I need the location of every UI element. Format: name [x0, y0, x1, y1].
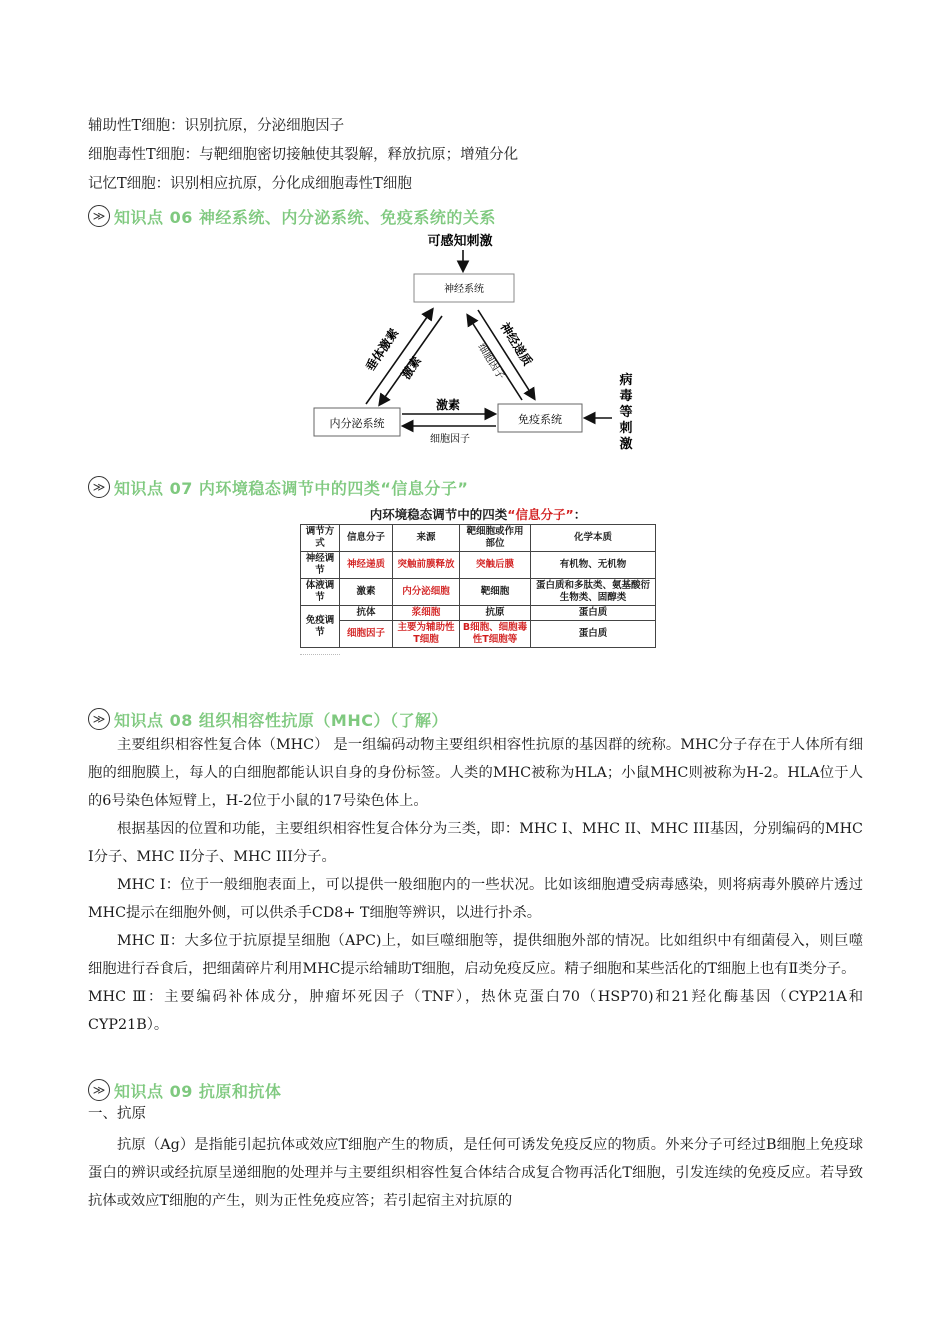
mhc-paragraph-4: MHC Ⅱ：大多位于抗原提呈细胞（APC)上，如巨噬细胞等，提供细胞外部的情况。比如组织中有细菌侵入，则巨噬细胞进行吞食后，把细菌碎片利用MHC提示给辅助T细胞，启动免疫反应。精子细胞和某些活化的T细胞上也有Ⅱ类分子。 [88, 933, 863, 977]
table-cell: 突触后膜 [460, 552, 531, 579]
section-06-heading [88, 203, 496, 229]
mhc-paragraph-3: MHC I：位于一般细胞表面上，可以提供一般细胞内的一些状况。比如该细胞遭受病毒感染，则将病毒外膜碎片透过MHC提示在细胞外侧，可以供杀手CD8+ T细胞等辨识，以进行扑杀。 [88, 877, 863, 921]
table-cell: 体液调节 [301, 579, 340, 606]
table-row [301, 552, 656, 579]
table-row [301, 579, 656, 606]
table-row [301, 621, 656, 648]
intro-line-3: 记忆T细胞：识别相应抗原，分化成细胞毒性T细胞 [88, 176, 412, 192]
table-cell: 内分泌细胞 [393, 579, 460, 606]
section-arrow-icon: ≫ [88, 476, 110, 498]
section-08-title: 知识点 08 组织相容性抗原（MHC）（了解） [114, 710, 448, 730]
table-cell: 突触前膜释放 [393, 552, 460, 579]
endocrine-system-box: 内分泌系统 [329, 417, 385, 430]
table-cell: 靶细胞 [460, 579, 531, 606]
right-outer-label: 神经递质 [497, 320, 535, 369]
bottom-bottom-label: 细胞因子 [430, 434, 470, 445]
mhc-paragraph-2: 根据基因的位置和功能，主要组织相容性复合体分为三类，即：MHC I、MHC II、MHC III基因，分别编码的MHC I分子、MHC II分子、MHC III分子。 [88, 821, 863, 865]
table-cell: 神经递质 [340, 552, 393, 579]
table-title-prefix: 内环境稳态调节中的四类 [369, 507, 508, 522]
table-cell: 抗原 [460, 606, 531, 621]
mhc-paragraph-1: 主要组织相容性复合体（MHC） 是一组编码动物主要组织相容性抗原的基因群的统称。MHC分子存在于人体所有细胞的细胞膜上，每人的白细胞都能认识自身的身份标签。人类的MHC被称为HLA；小鼠MHC则被称为H-2。HLA位于人的6号染色体短臂上，H-2位于小鼠的17号染色体上。 [88, 737, 863, 809]
left-outer-label: 垂体激素 [362, 326, 402, 374]
section-07-title: 知识点 07 内环境稳态调节中的四类“信息分子” [114, 478, 469, 498]
left-inner-label: 激素 [398, 353, 424, 382]
section-07-heading [88, 474, 468, 500]
table-header-row [301, 525, 656, 552]
table-cell: 细胞因子 [340, 621, 393, 648]
section-09-heading [88, 1077, 281, 1103]
table-footnote-mark [300, 654, 340, 661]
table-cell: 抗体 [340, 606, 393, 621]
table-cell: 有机物、无机物 [531, 552, 656, 579]
systems-relationship-diagram [310, 232, 650, 464]
table-row [301, 606, 656, 621]
section-arrow-icon: ≫ [88, 1079, 110, 1101]
section-arrow-icon: ≫ [88, 205, 110, 227]
mhc-paragraph-5: MHC Ⅲ：主要编码补体成分，肿瘤坏死因子（TNF），热休克蛋白70（HSP70)和21羟化酶基因（CYP21A和CYP21B）。 [88, 989, 863, 1033]
antigen-paragraph: 抗原（Ag）是指能引起抗体或效应T细胞产生的物质，是任何可诱发免疫反应的物质。外来分子可经过B细胞上免疫球蛋白的辨识或经抗原呈递细胞的处理并与主要组织相容性复合体结合成复合物再活化T细胞，引发连续的免疫反应。若导致抗体或效应T细胞的产生，则为正性免疫应答；若引起宿主对抗原的 [88, 1137, 863, 1209]
section-08-heading [88, 706, 448, 732]
table-cell: 蛋白质 [531, 621, 656, 648]
table-cell: 主要为辅助性T细胞 [393, 621, 460, 648]
table-cell: 神经调节 [301, 552, 340, 579]
info-molecule-table [300, 524, 656, 648]
top-stimulus-label: 可感知刺激 [427, 234, 493, 249]
right-inner-label: 细胞因子 [475, 341, 506, 382]
antigen-subheading: 一、抗原 [88, 1106, 146, 1122]
table-header-cell: 化学本质 [531, 525, 656, 552]
table-header-cell: 来源 [393, 525, 460, 552]
right-stimulus-label: 病毒等刺激 [619, 373, 633, 452]
section-arrow-icon: ≫ [88, 708, 110, 730]
table-title-highlight: “信息分子” [507, 507, 574, 522]
table-cell: 免疫调节 [301, 606, 340, 648]
table-header-cell: 调节方式 [301, 525, 340, 552]
table-title [300, 506, 656, 524]
table-header-cell: 信息分子 [340, 525, 393, 552]
section-09-title: 知识点 09 抗原和抗体 [114, 1081, 282, 1101]
section-06-title: 知识点 06 神经系统、内分泌系统、免疫系统的关系 [114, 207, 496, 227]
table-title-suffix: ： [573, 507, 587, 522]
nervous-system-box: 神经系统 [444, 284, 484, 295]
table-cell: 浆细胞 [393, 606, 460, 621]
intro-line-2: 细胞毒性T细胞：与靶细胞密切接触使其裂解，释放抗原；增殖分化 [88, 147, 519, 163]
bottom-top-label: 激素 [435, 398, 461, 412]
info-molecule-table-figure [300, 506, 656, 696]
table-header-cell: 靶细胞或作用部位 [460, 525, 531, 552]
mhc-text-block [88, 731, 863, 1039]
table-cell: 蛋白质和多肽类、氨基酸衍生物类、固醇类 [531, 579, 656, 606]
immune-system-box: 免疫系统 [518, 413, 562, 426]
table-cell: B细胞、细胞毒性T细胞等 [460, 621, 531, 648]
table-cell: 激素 [340, 579, 393, 606]
antigen-text-block [88, 1131, 863, 1215]
table-cell: 蛋白质 [531, 606, 656, 621]
intro-line-1: 辅助性T细胞：识别抗原，分泌细胞因子 [88, 118, 345, 134]
